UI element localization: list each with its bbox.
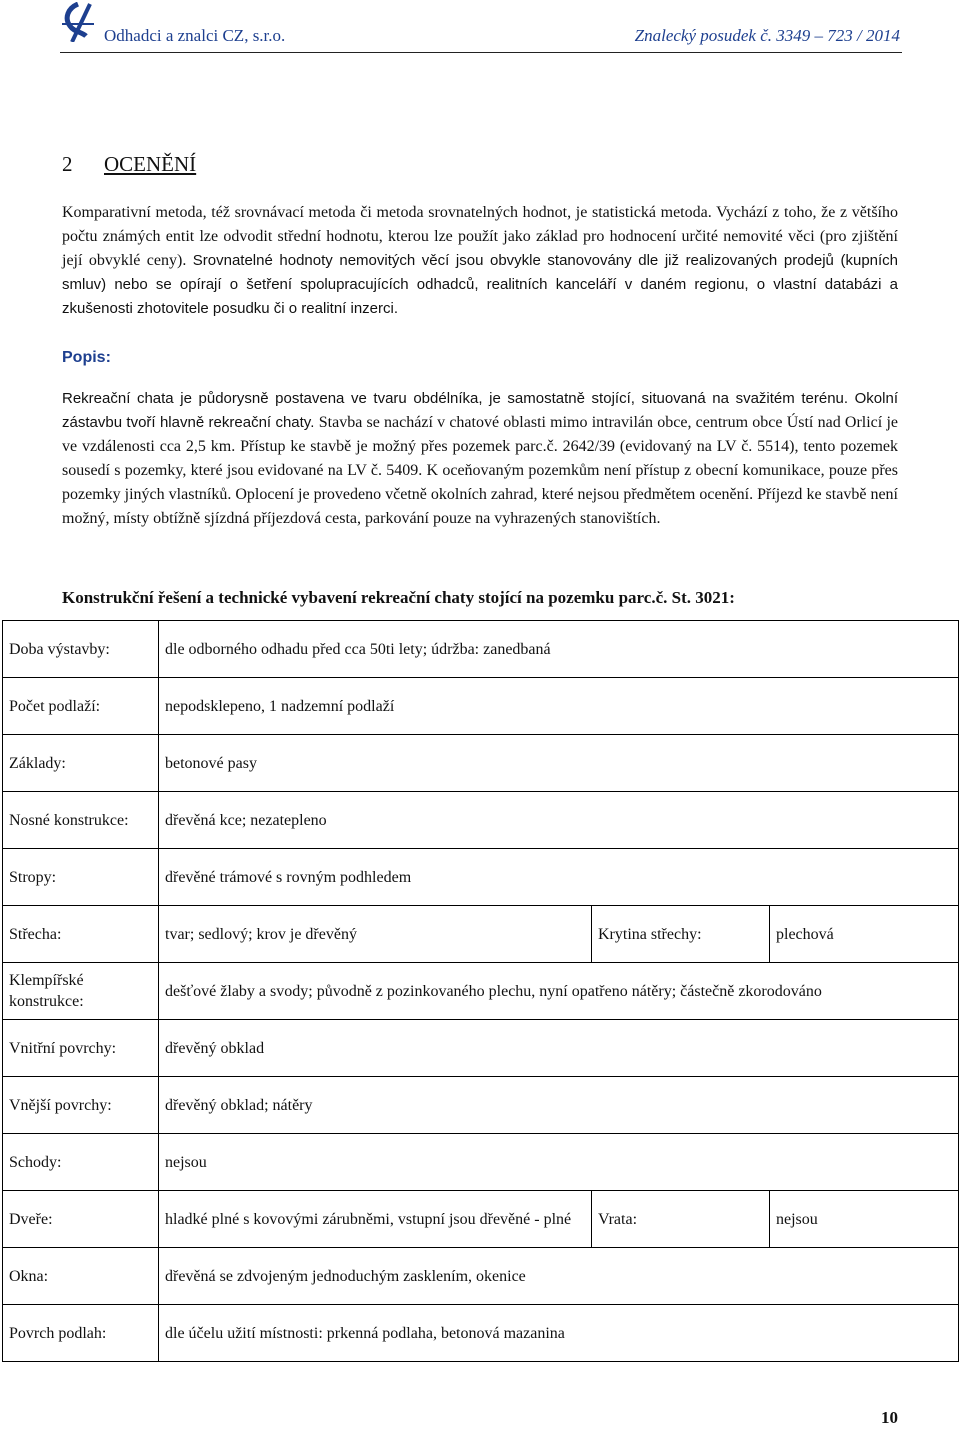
row-value: dřevěná se zdvojeným jednoduchým zasklením, okenice: [159, 1248, 959, 1305]
row-value: hladké plné s kovovými zárubněmi, vstupní jsou dřevěné - plné: [159, 1191, 592, 1248]
row-label: Schody:: [3, 1134, 159, 1191]
row-value: nepodsklepeno, 1 nadzemní podlaží: [159, 678, 959, 735]
table-row: [3, 1305, 959, 1362]
row-label: Klempířské konstrukce:: [3, 963, 159, 1020]
row-value: dle účelu užití místnosti: prkenná podlaha, betonová mazanina: [159, 1305, 959, 1362]
section-title: OCENĚNÍ: [104, 152, 197, 176]
table-row: [3, 621, 959, 678]
row-value: dřevěný obklad; nátěry: [159, 1077, 959, 1134]
row-value: tvar; sedlový; krov je dřevěný: [159, 906, 592, 963]
row-label: Vnější povrchy:: [3, 1077, 159, 1134]
report-number: Znalecký posudek č. 3349 – 723 / 2014: [634, 26, 900, 45]
row-value-secondary: nejsou: [770, 1191, 959, 1248]
table-row: [3, 1248, 959, 1305]
row-value: dřevěné trámové s rovným podhledem: [159, 849, 959, 906]
table-row: [3, 1020, 959, 1077]
intro-text-part1: Komparativní metoda, též srovnávací metoda či metoda srovnatelných hodnot, je statistická metoda. Vychází z toho, že z většího počtu známých entit lze odvodit střední hodnotu, kterou lze použít jako základ pro hodnocení určité nemovité věci (pro zjištění její obvyklé ceny).: [62, 204, 898, 269]
construction-heading: Konstrukční řešení a technické vybavení rekreační chaty stojící na pozemku parc.č. St. 3021:: [62, 588, 735, 607]
row-label: Doba výstavby:: [3, 621, 159, 678]
section-heading: [62, 152, 196, 177]
construction-table: [2, 620, 959, 1362]
table-row: [3, 906, 959, 963]
row-value: nejsou: [159, 1134, 959, 1191]
company-name: Odhadci a znalci CZ, s.r.o.: [104, 26, 286, 45]
popis-text-part2: Stavba se nachází v chatové oblasti mimo intravilán obce, centrum obce Ústí nad Orlicí je ve vzdálenosti cca 2,5 km. Přístup ke stavbě je možný přes pozemek parc.č. 2642/39 (evidovaný na LV č. 5514), tento pozemek sousedí s pozemky, které jsou evidované na LV č. 5409. K oceňovaným pozemkům není přístup z obecní komunikace, pouze přes pozemky jiných vlastníků. Oplocení je provedeno včetně okolních zahrad, které nejsou předmětem ocenění. Příjezd ke stavbě není možný, místy obtížně sjízdná příjezdová cesta, parkování pouze na vyhrazených stanovištích.: [62, 414, 898, 527]
row-value-secondary: plechová: [770, 906, 959, 963]
row-label: Vnitřní povrchy:: [3, 1020, 159, 1077]
row-label: Dveře:: [3, 1191, 159, 1248]
table-row: [3, 1134, 959, 1191]
page-header: [60, 0, 902, 53]
row-value: dle odborného odhadu před cca 50ti lety; údržba: zanedbaná: [159, 621, 959, 678]
page-number: 10: [881, 1408, 898, 1427]
table-row: [3, 678, 959, 735]
row-label: Základy:: [3, 735, 159, 792]
row-label: Povrch podlah:: [3, 1305, 159, 1362]
row-label: Nosné konstrukce:: [3, 792, 159, 849]
popis-text-part1: Rekreační chata je půdorysně postavena ve tvaru obdélníka, je samostatně stojící, situovaná na svažitém terénu. Okolní zástavbu tvoří hlavně rekreační chaty.: [62, 390, 898, 431]
table-row: [3, 963, 959, 1020]
intro-paragraph: [62, 201, 898, 321]
company-logo-icon: [60, 2, 96, 42]
row-label-secondary: Vrata:: [592, 1191, 770, 1248]
row-label: Stropy:: [3, 849, 159, 906]
table-row: [3, 1077, 959, 1134]
popis-paragraph: [62, 387, 898, 531]
row-label: Střecha:: [3, 906, 159, 963]
table-row: [3, 849, 959, 906]
row-value: betonové pasy: [159, 735, 959, 792]
row-value: dřevěná kce; nezatepleno: [159, 792, 959, 849]
row-value: dešťové žlaby a svody; původně z pozinkovaného plechu, nyní opatřeno nátěry; částečně zkorodováno: [159, 963, 959, 1020]
popis-label: Popis:: [62, 349, 111, 366]
row-label: Počet podlaží:: [3, 678, 159, 735]
row-label: Okna:: [3, 1248, 159, 1305]
row-value: dřevěný obklad: [159, 1020, 959, 1077]
table-row: [3, 735, 959, 792]
intro-text-part2: Srovnatelné hodnoty nemovitých věcí jsou obvykle stanovovány dle již realizovaných prodejů (kupních smluv) nebo se opírají o šetření spolupracujících odhadců, realitních kanceláří v daném regionu, o vlastní databázi a zkušenosti zhotovitele posudku či o realitní inzerci.: [62, 252, 899, 317]
row-label-secondary: Krytina střechy:: [592, 906, 770, 963]
table-row: [3, 792, 959, 849]
section-number: 2: [62, 152, 73, 176]
table-row: [3, 1191, 959, 1248]
